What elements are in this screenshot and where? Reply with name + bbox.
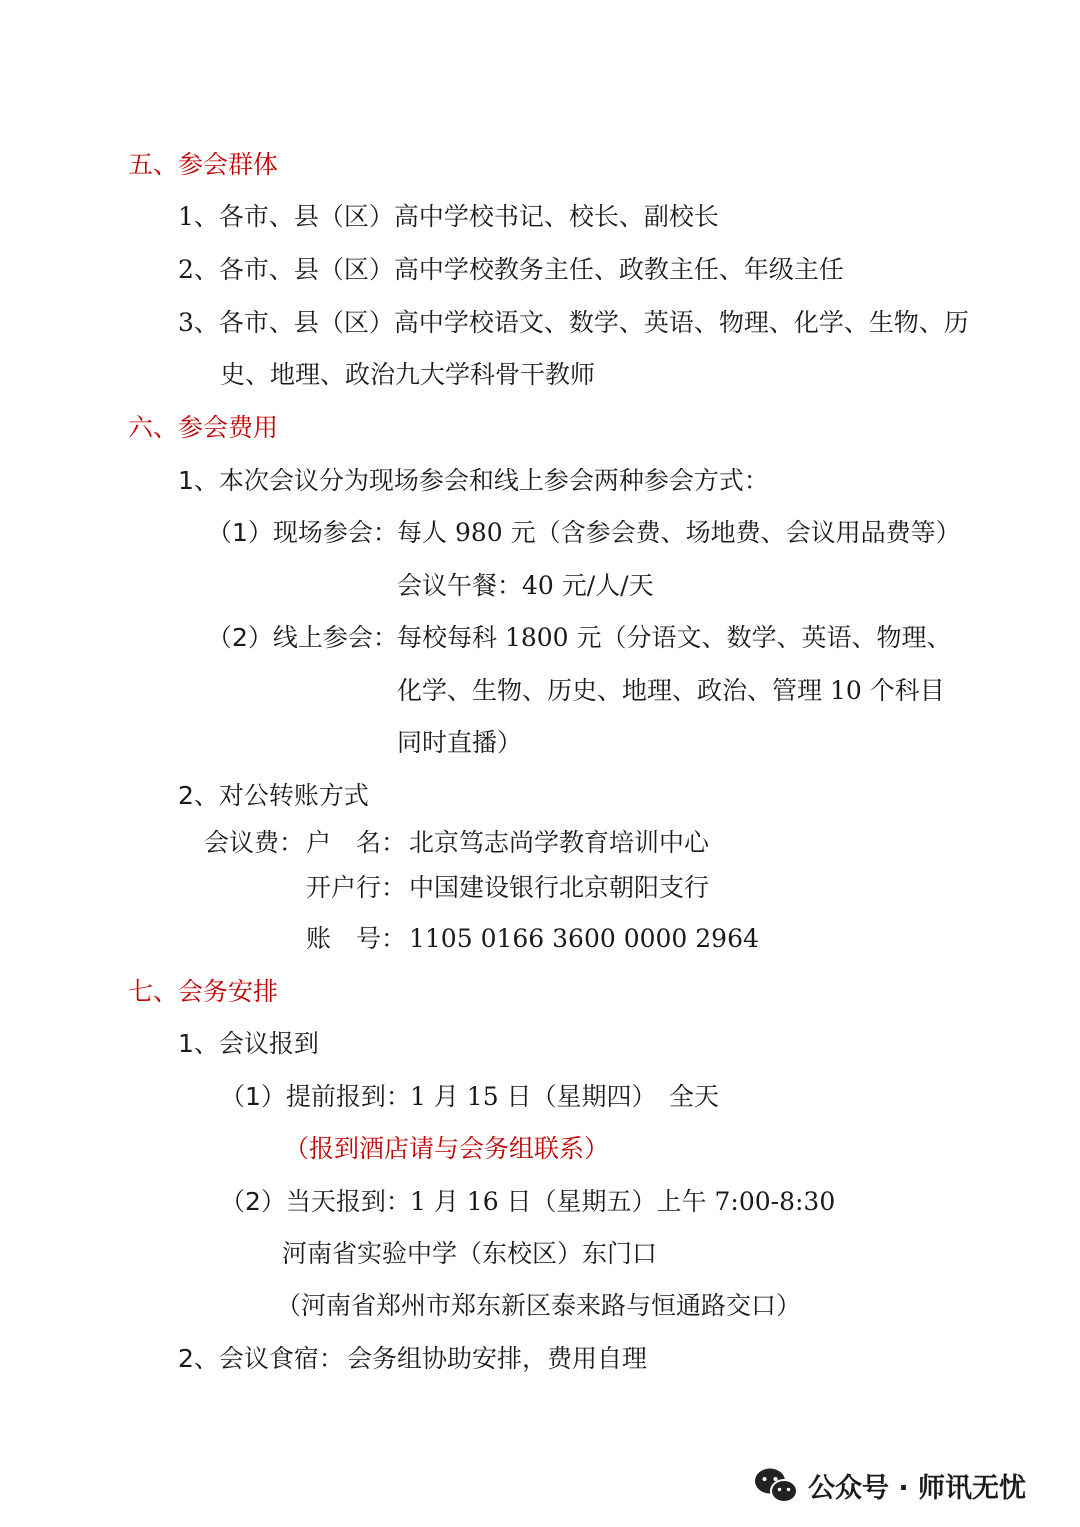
online-label: （2）线上参会：	[207, 623, 398, 652]
account-name-label: 户 名：	[306, 828, 407, 857]
sameday-checkin-value: 1 月 16 日（星期五）上午 7:00-8:30	[410, 1187, 836, 1216]
section-5-heading: 五、参会群体	[128, 150, 279, 179]
watermark	[752, 1465, 1026, 1505]
wechat-icon	[752, 1465, 800, 1505]
onsite-fee: 每人 980 元（含参会费、场地费、会议用品费等）	[397, 518, 961, 547]
section-5-item-3: 3、各市、县（区）高中学校语文、数学、英语、物理、化学、生物、历	[178, 308, 969, 337]
checkin-address: （河南省郑州市郑东新区泰来路与恒通路交口）	[276, 1291, 802, 1320]
online-fee-line-2: 化学、生物、历史、地理、政治、管理 10 个科目	[397, 676, 945, 705]
early-checkin-label: （1）提前报到：	[220, 1082, 411, 1111]
section-5-item-1: 1、各市、县（区）高中学校书记、校长、副校长	[178, 202, 719, 231]
section-7-item-1: 1、会议报到	[178, 1029, 319, 1058]
account-number-label: 账 号：	[306, 924, 407, 953]
online-fee-line-1: 每校每科 1800 元（分语文、数学、英语、物理、	[397, 623, 952, 652]
section-5-item-2: 2、各市、县（区）高中学校教务主任、政教主任、年级主任	[178, 255, 844, 284]
section-5-item-3-cont: 史、地理、政治九大学科骨干教师	[220, 360, 596, 389]
section-6-item-1: 1、本次会议分为现场参会和线上参会两种参会方式：	[178, 466, 769, 495]
sameday-checkin-label: （2）当天报到：	[220, 1187, 411, 1216]
section-7-heading: 七、会务安排	[128, 977, 279, 1006]
bank-branch-label: 开户行：	[306, 873, 407, 902]
onsite-label: （1）现场参会：	[207, 518, 398, 547]
watermark-text: 公众号 · 师讯无忧	[808, 1472, 1027, 1504]
section-7-item-2-value: 会务组协助安排，费用自理	[347, 1344, 648, 1373]
early-checkin-value: 1 月 15 日（星期四） 全天	[410, 1082, 720, 1111]
bank-branch-value: 中国建设银行北京朝阳支行	[409, 873, 710, 902]
hotel-note: （报到酒店请与会务组联系）	[284, 1134, 610, 1163]
onsite-lunch: 会议午餐：40 元/人/天	[397, 571, 654, 600]
bank-label: 会议费：	[204, 828, 305, 857]
section-6-heading: 六、参会费用	[128, 413, 279, 442]
account-number-value: 1105 0166 3600 0000 2964	[409, 924, 759, 953]
online-fee-line-3: 同时直播）	[397, 728, 523, 757]
account-name-value: 北京笃志尚学教育培训中心	[409, 828, 710, 857]
section-6-item-2: 2、对公转账方式	[178, 781, 369, 810]
section-7-item-2-label: 2、会议食宿：	[178, 1344, 344, 1373]
checkin-place: 河南省实验中学（东校区）东门口	[282, 1239, 658, 1268]
